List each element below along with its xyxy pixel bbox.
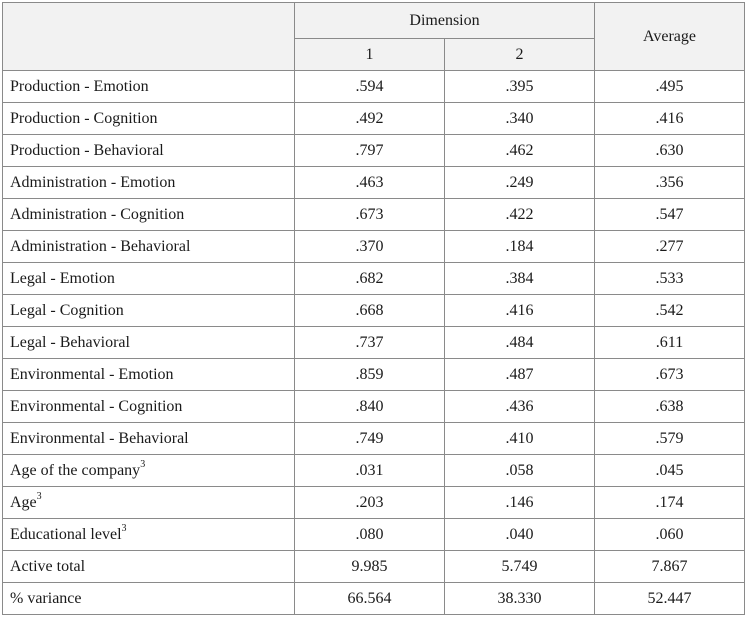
- average-value: .356: [595, 167, 745, 199]
- dimension-2-value: .249: [445, 167, 595, 199]
- row-label: % variance: [10, 589, 82, 607]
- row-label-cell: [3, 231, 295, 263]
- row-label: Age of the company: [10, 461, 141, 479]
- average-value: .174: [595, 487, 745, 519]
- row-label: Active total: [10, 557, 86, 575]
- row-label-cell: [3, 583, 295, 615]
- row-label-cell: [3, 391, 295, 423]
- row-label-cell: [3, 295, 295, 327]
- row-label: Administration - Behavioral: [10, 237, 191, 255]
- table-row: [3, 103, 745, 135]
- dimension-1-value: .492: [295, 103, 445, 135]
- table-row: [3, 199, 745, 231]
- dimension-2-value: .058: [445, 455, 595, 487]
- average-value: .495: [595, 71, 745, 103]
- table-row: [3, 391, 745, 423]
- header-dimension-1: 1: [295, 39, 445, 71]
- dimension-2-value: 38.330: [445, 583, 595, 615]
- row-label: Administration - Cognition: [10, 205, 185, 223]
- average-value: .542: [595, 295, 745, 327]
- row-label: Educational level: [10, 525, 122, 543]
- dimension-1-value: .668: [295, 295, 445, 327]
- row-label-footnote: 3: [140, 459, 146, 471]
- average-value: .547: [595, 199, 745, 231]
- row-label-cell: [3, 423, 295, 455]
- table-row: [3, 359, 745, 391]
- row-label: Environmental - Behavioral: [10, 429, 189, 447]
- row-label-cell: [3, 455, 295, 487]
- table-row: [3, 455, 745, 487]
- dimension-1-value: .749: [295, 423, 445, 455]
- header-dimension: Dimension: [295, 3, 595, 39]
- table-header: [3, 3, 745, 71]
- header-average: Average: [595, 3, 745, 71]
- row-label-cell: [3, 263, 295, 295]
- average-value: .673: [595, 359, 745, 391]
- average-value: .416: [595, 103, 745, 135]
- row-label: Legal - Behavioral: [10, 333, 130, 351]
- row-label-cell: [3, 135, 295, 167]
- row-label: Administration - Emotion: [10, 173, 176, 191]
- row-label-footnote: 3: [36, 491, 42, 503]
- average-value: .611: [595, 327, 745, 359]
- table-row: [3, 295, 745, 327]
- table-row: [3, 167, 745, 199]
- dimension-2-value: .395: [445, 71, 595, 103]
- table-body: [3, 71, 745, 615]
- dimension-1-value: .682: [295, 263, 445, 295]
- row-label: Production - Cognition: [10, 109, 158, 127]
- row-label-cell: [3, 519, 295, 551]
- dimension-2-value: .384: [445, 263, 595, 295]
- dimension-1-value: .203: [295, 487, 445, 519]
- row-label-cell: [3, 327, 295, 359]
- row-label: Production - Behavioral: [10, 141, 164, 159]
- dimension-2-value: 5.749: [445, 551, 595, 583]
- dimension-1-value: .463: [295, 167, 445, 199]
- table-row: [3, 551, 745, 583]
- row-label-cell: [3, 167, 295, 199]
- average-value: .533: [595, 263, 745, 295]
- row-label-cell: [3, 359, 295, 391]
- dimension-2-value: .462: [445, 135, 595, 167]
- average-value: .060: [595, 519, 745, 551]
- dimension-1-value: .840: [295, 391, 445, 423]
- header-dimension-2: 2: [445, 39, 595, 71]
- header-corner-cell: [3, 3, 295, 71]
- row-label: Production - Emotion: [10, 77, 149, 95]
- dimension-1-value: 66.564: [295, 583, 445, 615]
- average-value: 7.867: [595, 551, 745, 583]
- row-label: Legal - Emotion: [10, 269, 115, 287]
- dimension-2-value: .410: [445, 423, 595, 455]
- dimension-1-value: .859: [295, 359, 445, 391]
- average-value: .277: [595, 231, 745, 263]
- dimension-2-value: .040: [445, 519, 595, 551]
- row-label-footnote: 3: [121, 523, 127, 535]
- average-value: .630: [595, 135, 745, 167]
- table-row: [3, 423, 745, 455]
- dimension-2-value: .340: [445, 103, 595, 135]
- dimension-table: [2, 2, 745, 615]
- dimension-2-value: .184: [445, 231, 595, 263]
- dimension-2-value: .422: [445, 199, 595, 231]
- table-row: [3, 583, 745, 615]
- average-value: .045: [595, 455, 745, 487]
- dimension-1-value: .080: [295, 519, 445, 551]
- dimension-2-value: .484: [445, 327, 595, 359]
- table-row: [3, 135, 745, 167]
- row-label-cell: [3, 71, 295, 103]
- dimension-1-value: .594: [295, 71, 445, 103]
- row-label-cell: [3, 103, 295, 135]
- table-row: [3, 327, 745, 359]
- row-label: Environmental - Emotion: [10, 365, 174, 383]
- average-value: .579: [595, 423, 745, 455]
- table-row: [3, 231, 745, 263]
- row-label: Environmental - Cognition: [10, 397, 183, 415]
- table-row: [3, 487, 745, 519]
- dimension-2-value: .487: [445, 359, 595, 391]
- average-value: .638: [595, 391, 745, 423]
- row-label-cell: [3, 551, 295, 583]
- average-value: 52.447: [595, 583, 745, 615]
- dimension-2-value: .416: [445, 295, 595, 327]
- table-row: [3, 519, 745, 551]
- row-label-cell: [3, 199, 295, 231]
- dimension-1-value: .673: [295, 199, 445, 231]
- row-label-cell: [3, 487, 295, 519]
- table-row: [3, 263, 745, 295]
- dimension-1-value: .370: [295, 231, 445, 263]
- dimension-1-value: .031: [295, 455, 445, 487]
- dimension-2-value: .146: [445, 487, 595, 519]
- row-label: Legal - Cognition: [10, 301, 124, 319]
- row-label: Age: [10, 493, 37, 511]
- dimension-1-value: .737: [295, 327, 445, 359]
- dimension-1-value: .797: [295, 135, 445, 167]
- dimension-1-value: 9.985: [295, 551, 445, 583]
- table-row: [3, 71, 745, 103]
- dimension-2-value: .436: [445, 391, 595, 423]
